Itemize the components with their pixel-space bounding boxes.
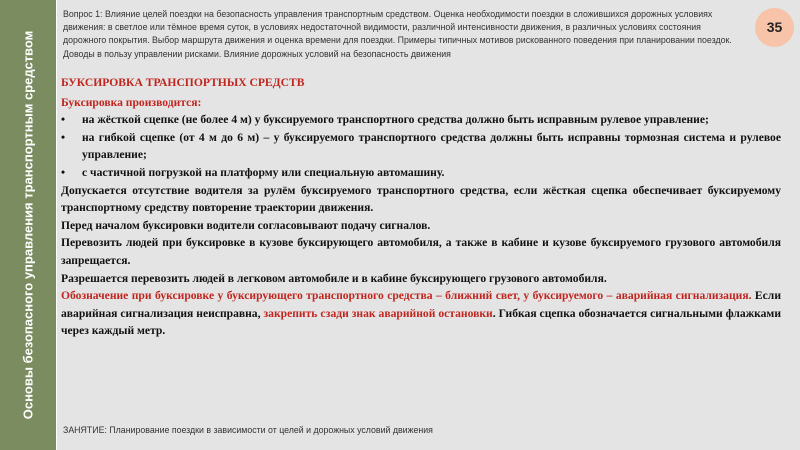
bullet-item: • на гибкой сцепке (от 4 м до 6 м) – у буксируемого транспортного средства должны быть исправны тормозная система и рулевое управление; <box>61 129 781 164</box>
slide-content <box>57 0 800 450</box>
paragraph: Допускается отсутствие водителя за рулём буксируемого транспортного средства, если жёсткая сцепка обеспечивает буксируемому транспортному средству повторение траектории движения. <box>61 183 781 215</box>
footer <box>63 425 433 435</box>
paragraph: Разрешается перевозить людей в легковом автомобиле и в кабине буксирующего грузового автомобиля. <box>61 271 607 285</box>
footer-text: Планирование поездки в зависимости от целей и дорожных условий движения <box>109 425 433 435</box>
bullet-item: • на жёсткой сцепке (не более 4 м) у буксируемого транспортного средства должно быть исправным рулевое управление; <box>61 111 781 129</box>
section-heading: БУКСИРОВКА ТРАНСПОРТНЫХ СРЕДСТВ <box>61 76 305 89</box>
section-subheading: Буксировка производится: <box>61 95 202 109</box>
paragraph: Перед началом буксировки водители согласовывают подачу сигналов. <box>61 218 431 232</box>
sidebar <box>0 0 56 450</box>
paragraph: Перевозить людей при буксировке в кузове буксирующего автомобиля, а также в кабине и кузове буксируемого грузового автомобиля запрещается. <box>61 236 781 267</box>
slide-number-badge: 35 <box>755 8 794 47</box>
question-lead: Вопрос 1: <box>63 9 105 19</box>
bullet-list <box>61 111 781 181</box>
question-header <box>63 8 738 61</box>
footer-label: ЗАНЯТИЕ: <box>63 425 110 435</box>
final-part-3: закрепить сзади знак аварийной остановки <box>263 306 493 320</box>
question-text: Влияние целей поездки на безопасность управления транспортным средством. Оценка необходимости поездки в сложившихся дорожных условиях движения: в светлое или тёмное время суток, в условиях недостаточной видимости, различной интенсивности движения, в различных условиях состояния дорожного покрытия. Выбор маршрута движения и оценка времени для поездки. Примеры типичных мотивов рискованного поведения при планировании поездок. Доводы в пользу управлении рисками. Влияние дорожных условий на безопасность движения <box>63 9 732 59</box>
final-paragraph <box>61 287 781 340</box>
final-part-4: . Гибкая сцепка обозначается сигнальными флажками через каждый метр. <box>61 306 781 338</box>
main-text <box>61 74 781 340</box>
final-part-1: Обозначение при буксировке у буксирующего транспортного средства – ближний свет, у буксируемого – аварийная сигнализация. <box>61 289 752 303</box>
bullet-item: • с частичной погрузкой на платформу или специальную автомашину. <box>61 164 781 182</box>
final-part-2: Если аварийная сигнализация неисправна, <box>61 289 781 320</box>
sidebar-title: Основы безопасного управления транспортным средством <box>20 30 36 420</box>
